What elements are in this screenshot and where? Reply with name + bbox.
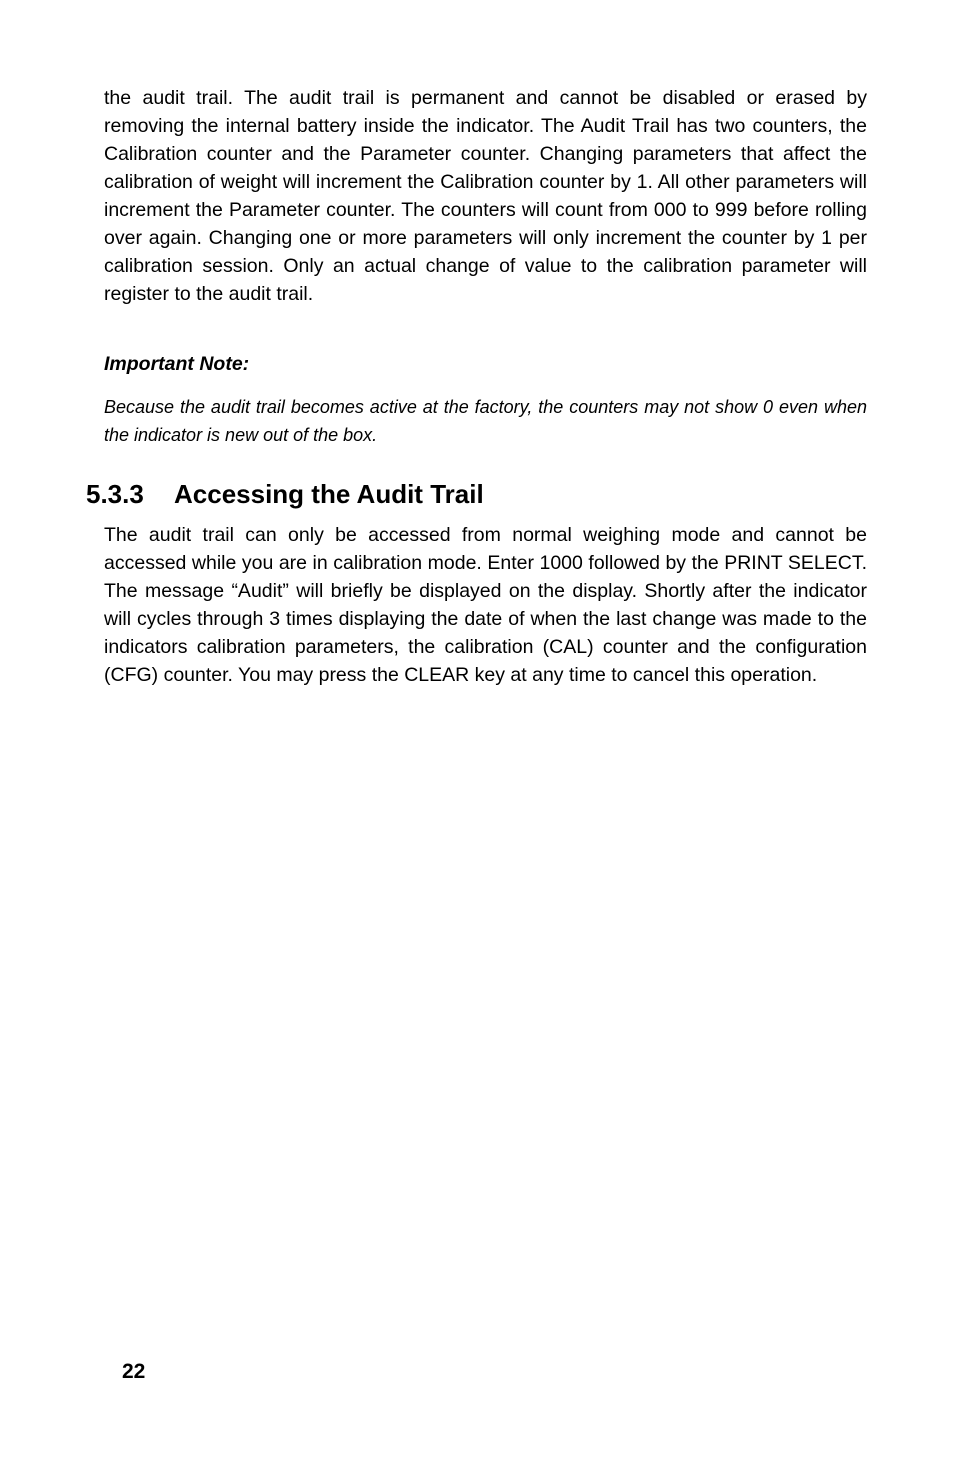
- section-title: Accessing the Audit Trail: [174, 479, 484, 509]
- page-number: 22: [122, 1360, 146, 1383]
- important-note-body: Because the audit trail becomes active at the factory, the counters may not show 0 even when the indicator is new out of the box.: [104, 397, 867, 445]
- section-number: 5.3.3: [86, 479, 144, 509]
- intro-paragraph: the audit trail. The audit trail is permanent and cannot be disabled or erased by removing the internal battery inside the indicator. The Audit Trail has two counters, the Calibration counter and the Parameter counter. Changing parameters that affect the calibration of weight will increment the Calibration counter by 1. All other parameters will increment the Parameter counter. The counters will count from 000 to 999 before rolling over again. Changing one or more parameters will only increment the counter by 1 per calibration session. Only an actual change of value to the calibration parameter will register to the audit trail.: [104, 87, 867, 305]
- section-heading: [86, 476, 484, 512]
- important-note-heading: Important Note:: [104, 353, 250, 375]
- section-body-paragraph: The audit trail can only be accessed from normal weighing mode and cannot be accessed while you are in calibration mode. Enter 1000 followed by the PRINT SELECT. The message “Audit” will briefly be displayed on the display. Shortly after the indicator will cycles through 3 times displaying the date of when the last change was made to the indicators calibration parameters, the calibration (CAL) counter and the configuration (CFG) counter. You may press the CLEAR key at any time to cancel this operation.: [104, 524, 867, 686]
